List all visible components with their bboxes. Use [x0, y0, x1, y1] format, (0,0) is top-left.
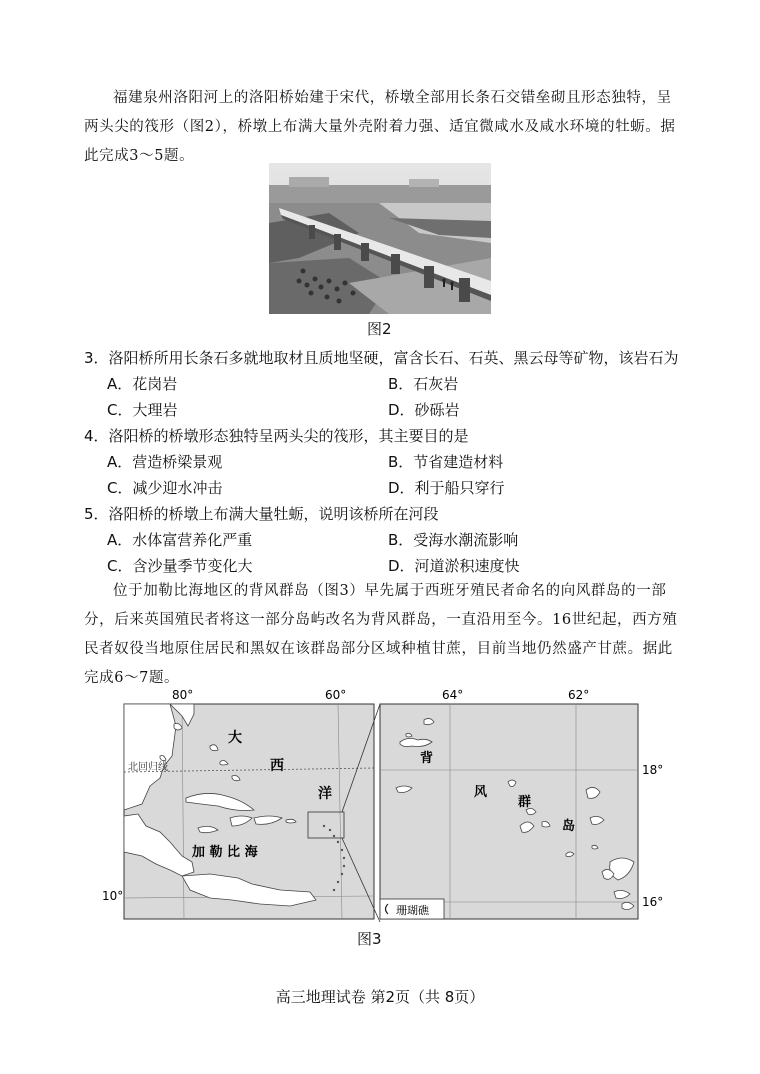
question-3-option-c: C．大理岩	[107, 401, 178, 419]
question-3-option-b: B．石灰岩	[388, 375, 459, 393]
lat-label-16: 16°	[642, 895, 664, 909]
lon-label-64: 64°	[442, 688, 464, 702]
figure-3-caption: 图3	[357, 930, 382, 948]
island-char-2: 风	[474, 785, 488, 800]
ocean-char-3: 洋	[318, 786, 332, 802]
island-char-3: 群	[518, 795, 532, 810]
page-footer: 高三地理试卷 第2页（共 8页）	[275, 988, 485, 1006]
question-3-stem: 3．洛阳桥所用长条石多就地取材且质地坚硬，富含长石、石英、黑云母等矿物，该岩石为	[84, 349, 679, 367]
question-4-option-c: C．减少迎水冲击	[107, 479, 223, 497]
lat-label-18: 18°	[642, 763, 664, 777]
lat-label-10: 10°	[102, 889, 124, 903]
figure-2-caption: 图2	[367, 320, 392, 338]
tropic-of-cancer-label: 北回归线	[128, 762, 168, 773]
lon-label-60: 60°	[325, 688, 347, 702]
intro-paragraph-1: 福建泉州洛阳河上的洛阳桥始建于宋代，桥墩全部用长条石交错垒砌且形态独特，呈两头尖的筏形（图2），桥墩上布满大量外壳附着力强、适宜微咸水及咸水环境的牡蛎。据此完成3～5题。	[84, 90, 676, 164]
legend-coral-reef-label: 珊瑚礁	[396, 904, 429, 917]
intro-paragraph-2: 位于加勒比海地区的背风群岛（图3）早先属于西班牙殖民者命名的向风群岛的一部分，后来英国殖民者将这一部分岛屿改名为背风群岛，一直沿用至今。16世纪起，西方殖民者奴役当地原住居民和黑奴在该群岛部分区域种植甘蔗，目前当地仍然盛产甘蔗。据此完成6～7题。	[84, 583, 678, 686]
question-4-option-d: D．利于船只穿行	[388, 479, 505, 497]
question-4-option-a: A．营造桥梁景观	[107, 453, 223, 471]
island-char-4: 岛	[562, 819, 576, 834]
question-5-option-d: D．河道淤积速度快	[388, 557, 520, 575]
leeward-islands-map	[378, 686, 664, 926]
lon-label-80: 80°	[172, 688, 194, 702]
question-4-option-b: B．节省建造材料	[388, 453, 504, 471]
ocean-char-1: 大	[228, 730, 242, 746]
caribbean-sea-label: 加 勒 比 海	[192, 845, 258, 860]
question-3-option-d: D．砂砾岩	[388, 401, 460, 419]
question-5-option-a: A．水体富营养化严重	[107, 531, 253, 549]
question-5-stem: 5．洛阳桥的桥墩上布满大量牡蛎，说明该桥所在河段	[84, 505, 439, 523]
bridge-photo	[269, 163, 491, 314]
question-5-option-b: B．受海水潮流影响	[388, 531, 519, 549]
question-3-option-a: A．花岗岩	[107, 375, 178, 393]
question-5-option-c: C．含沙量季节变化大	[107, 557, 253, 575]
island-char-1: 背	[420, 751, 434, 766]
lon-label-62: 62°	[568, 688, 590, 702]
ocean-char-2: 西	[270, 758, 284, 774]
question-4-stem: 4．洛阳桥的桥墩形态独特呈两头尖的筏形，其主要目的是	[84, 427, 469, 445]
